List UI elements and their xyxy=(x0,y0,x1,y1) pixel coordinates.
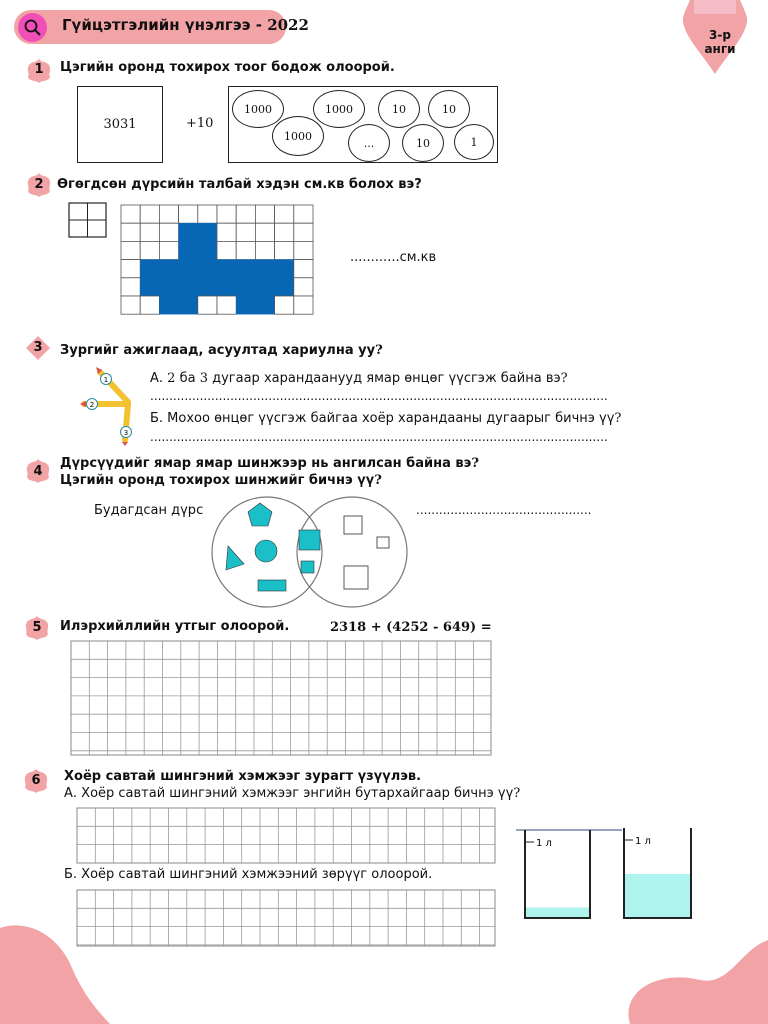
q6-a-qmark: ? xyxy=(513,786,521,801)
q3-a-num2: 3 xyxy=(199,371,208,386)
grid-cell xyxy=(255,241,274,259)
grid-cell xyxy=(121,205,140,223)
filled-cell xyxy=(159,260,178,278)
question-1-number: 1 xyxy=(34,62,44,77)
grid-cell xyxy=(294,260,313,278)
title-text: Гүйцэтгэлийн үнэлгээ - xyxy=(62,16,268,34)
grid-cell xyxy=(121,278,140,296)
question-3-number: 3 xyxy=(33,340,43,355)
q3-b-text: Б. Мохоо өнцөг үүсгэж байгаа хоёр харандааны дугаарыг бичнэ үү xyxy=(150,411,615,426)
search-button[interactable] xyxy=(18,13,47,42)
q4-line1-text: Дүрсүүдийг ямар ямар шинжээр нь ангилсан байна вэ xyxy=(60,456,472,471)
teal-square-large xyxy=(299,530,320,550)
q3-part-a xyxy=(150,371,568,386)
filled-cell xyxy=(275,260,294,278)
q4-right-answer-line: .............................................. xyxy=(416,503,592,517)
q3-part-b xyxy=(150,411,621,426)
oval-1: 1000 xyxy=(232,90,284,128)
grid-cell xyxy=(140,223,159,241)
filled-cell xyxy=(255,278,274,296)
grid-cell xyxy=(294,223,313,241)
filled-cell xyxy=(140,260,159,278)
triangle-shape xyxy=(226,546,244,570)
q4-line1-qmark: ? xyxy=(471,456,479,471)
grid-cell xyxy=(275,223,294,241)
grade-line1: 3-р xyxy=(709,28,731,42)
grid-cell xyxy=(275,241,294,259)
jar-2-water xyxy=(624,874,690,918)
q3-b-qmark: ? xyxy=(614,411,622,426)
grid-border xyxy=(71,641,491,755)
filled-cell xyxy=(236,278,255,296)
q4-line2-qmark: ? xyxy=(374,473,382,488)
oval-6: ... xyxy=(348,124,390,162)
q3-a-mid: ба xyxy=(175,371,200,386)
grid-cell xyxy=(179,205,198,223)
search-icon xyxy=(18,13,47,42)
q2-answer-line: ............см.кв xyxy=(350,250,437,265)
filled-cell xyxy=(198,241,217,259)
filled-cell xyxy=(275,278,294,296)
grid-cell xyxy=(159,241,178,259)
unit-square-grid xyxy=(68,202,108,238)
pencil-label-3: 3 xyxy=(123,429,129,437)
q3-text-body: Зургийг ажиглаад, асуултад хариулна уу xyxy=(60,343,376,358)
q3-a-answer-line: ........................................................................................................................ xyxy=(150,389,608,403)
q6-b-work-grid xyxy=(76,889,496,947)
q3-a-qmark: ? xyxy=(560,371,568,386)
oval-3: 10 xyxy=(378,90,420,128)
grid-cell xyxy=(217,296,236,314)
grid-cell xyxy=(140,296,159,314)
grid-cell xyxy=(140,241,159,259)
filled-cell xyxy=(255,296,274,314)
grid-cell xyxy=(121,241,140,259)
question-2-number: 2 xyxy=(34,177,44,192)
grid-cell xyxy=(294,205,313,223)
oval-8: 1 xyxy=(454,124,494,160)
filled-cell xyxy=(217,260,236,278)
jar-1-water xyxy=(525,907,589,918)
grid-cell xyxy=(217,241,236,259)
corner-blob-right xyxy=(600,940,768,1024)
grid-cell xyxy=(294,296,313,314)
q3-a-rest: дугаар харандаанууд ямар өнцөг үүсгэж байна вэ xyxy=(207,371,561,386)
grid-cell xyxy=(121,296,140,314)
filled-cell xyxy=(198,223,217,241)
pencil-label-2: 2 xyxy=(89,401,95,409)
grid-cell xyxy=(236,205,255,223)
grid-border xyxy=(77,890,495,946)
q6-part-a xyxy=(64,786,520,801)
grid-cell xyxy=(121,223,140,241)
filled-cell xyxy=(217,278,236,296)
question-4-line2 xyxy=(60,473,382,488)
white-square-3 xyxy=(344,566,368,589)
grid-cell xyxy=(121,260,140,278)
grade-badge xyxy=(692,28,748,56)
grid-cell xyxy=(159,205,178,223)
jar-1 xyxy=(525,830,590,918)
teal-square-small xyxy=(301,561,314,573)
grid-cell xyxy=(217,205,236,223)
grade-line2: анги xyxy=(704,42,736,56)
filled-cell xyxy=(255,260,274,278)
question-4-number: 4 xyxy=(33,464,43,479)
oval-4: 10 xyxy=(428,90,470,128)
filled-cell xyxy=(236,296,255,314)
q4-line2-text: Цэгийн оронд тохирох шинжийг бичнэ үү xyxy=(60,473,375,488)
filled-cell xyxy=(198,278,217,296)
oval-5: 1000 xyxy=(272,116,324,156)
pentagon-shape xyxy=(248,503,272,526)
rectangle-shape xyxy=(258,580,286,591)
question-5-number: 5 xyxy=(32,620,42,635)
oval-2: 1000 xyxy=(313,90,365,128)
q3-b-answer-line: ........................................................................................................................ xyxy=(150,430,608,444)
filled-cell xyxy=(179,241,198,259)
filled-cell xyxy=(159,278,178,296)
grid-cell xyxy=(140,205,159,223)
grid-cell xyxy=(236,223,255,241)
pencils-illustration xyxy=(78,364,140,446)
grid-cell xyxy=(159,223,178,241)
question-3-text xyxy=(60,343,383,358)
q1-plus-ten: +10 xyxy=(186,116,214,131)
question-5-text: Илэрхийллийн утгыг олоорой. xyxy=(60,619,290,634)
filled-cell xyxy=(159,296,178,314)
q5-work-grid xyxy=(70,640,492,756)
grid-cell xyxy=(275,205,294,223)
grid-cell xyxy=(275,296,294,314)
q1-box-value: 3031 xyxy=(103,117,137,132)
measuring-jars xyxy=(514,824,694,922)
q4-left-label: Будагдсан дүрс xyxy=(94,503,204,518)
filled-cell xyxy=(179,296,198,314)
grid-cell xyxy=(217,223,236,241)
grid-cell xyxy=(255,205,274,223)
grid-cell xyxy=(198,205,217,223)
q3-a-prefix: А. xyxy=(150,371,168,386)
grid-cell xyxy=(236,241,255,259)
question-2-text: Өгөгдсөн дүрсийн талбай хэдэн см.кв болох вэ? xyxy=(57,177,422,192)
grid-cell xyxy=(198,296,217,314)
question-6-number: 6 xyxy=(31,773,41,788)
page-title xyxy=(62,16,309,34)
venn-right-circle xyxy=(297,497,407,607)
white-square-1 xyxy=(344,516,362,534)
title-year: 2022 xyxy=(267,16,309,34)
shape-area-grid xyxy=(120,204,314,316)
q6-part-b: Б. Хоёр савтай шингэний хэмжээний зөрүүг олоорой. xyxy=(64,867,433,882)
filled-cell xyxy=(179,223,198,241)
q1-number-box xyxy=(77,86,163,163)
grid-cell xyxy=(255,223,274,241)
pencil-label-1: 1 xyxy=(103,376,109,384)
filled-cell xyxy=(198,260,217,278)
filled-cell xyxy=(236,260,255,278)
grid-border xyxy=(77,808,495,863)
oval-7: 10 xyxy=(402,124,444,162)
circle-shape xyxy=(255,540,277,562)
grid-cell xyxy=(294,241,313,259)
q3-a-num1: 2 xyxy=(167,371,176,386)
q3-qmark: ? xyxy=(375,343,383,358)
filled-cell xyxy=(179,260,198,278)
question-6-text: Хоёр савтай шингэний хэмжээг зурагт үзүүлэв. xyxy=(64,769,422,784)
filled-cell xyxy=(140,278,159,296)
jar-1-label: 1 л xyxy=(536,838,552,849)
q5-expression: 2318 + (4252 - 649) = xyxy=(330,620,492,635)
white-square-2 xyxy=(377,537,389,548)
jar-2-label: 1 л xyxy=(635,836,651,847)
q6-a-text: А. Хоёр савтай шингэний хэмжээг энгийн бутархайгаар бичнэ үү xyxy=(64,786,514,801)
grid-cell xyxy=(294,278,313,296)
question-4-line1 xyxy=(60,456,479,471)
venn-diagram xyxy=(210,494,410,610)
filled-cell xyxy=(179,278,198,296)
question-1-text: Цэгийн оронд тохирох тоог бодож олоорой. xyxy=(60,60,395,75)
q6-a-work-grid xyxy=(76,807,496,864)
